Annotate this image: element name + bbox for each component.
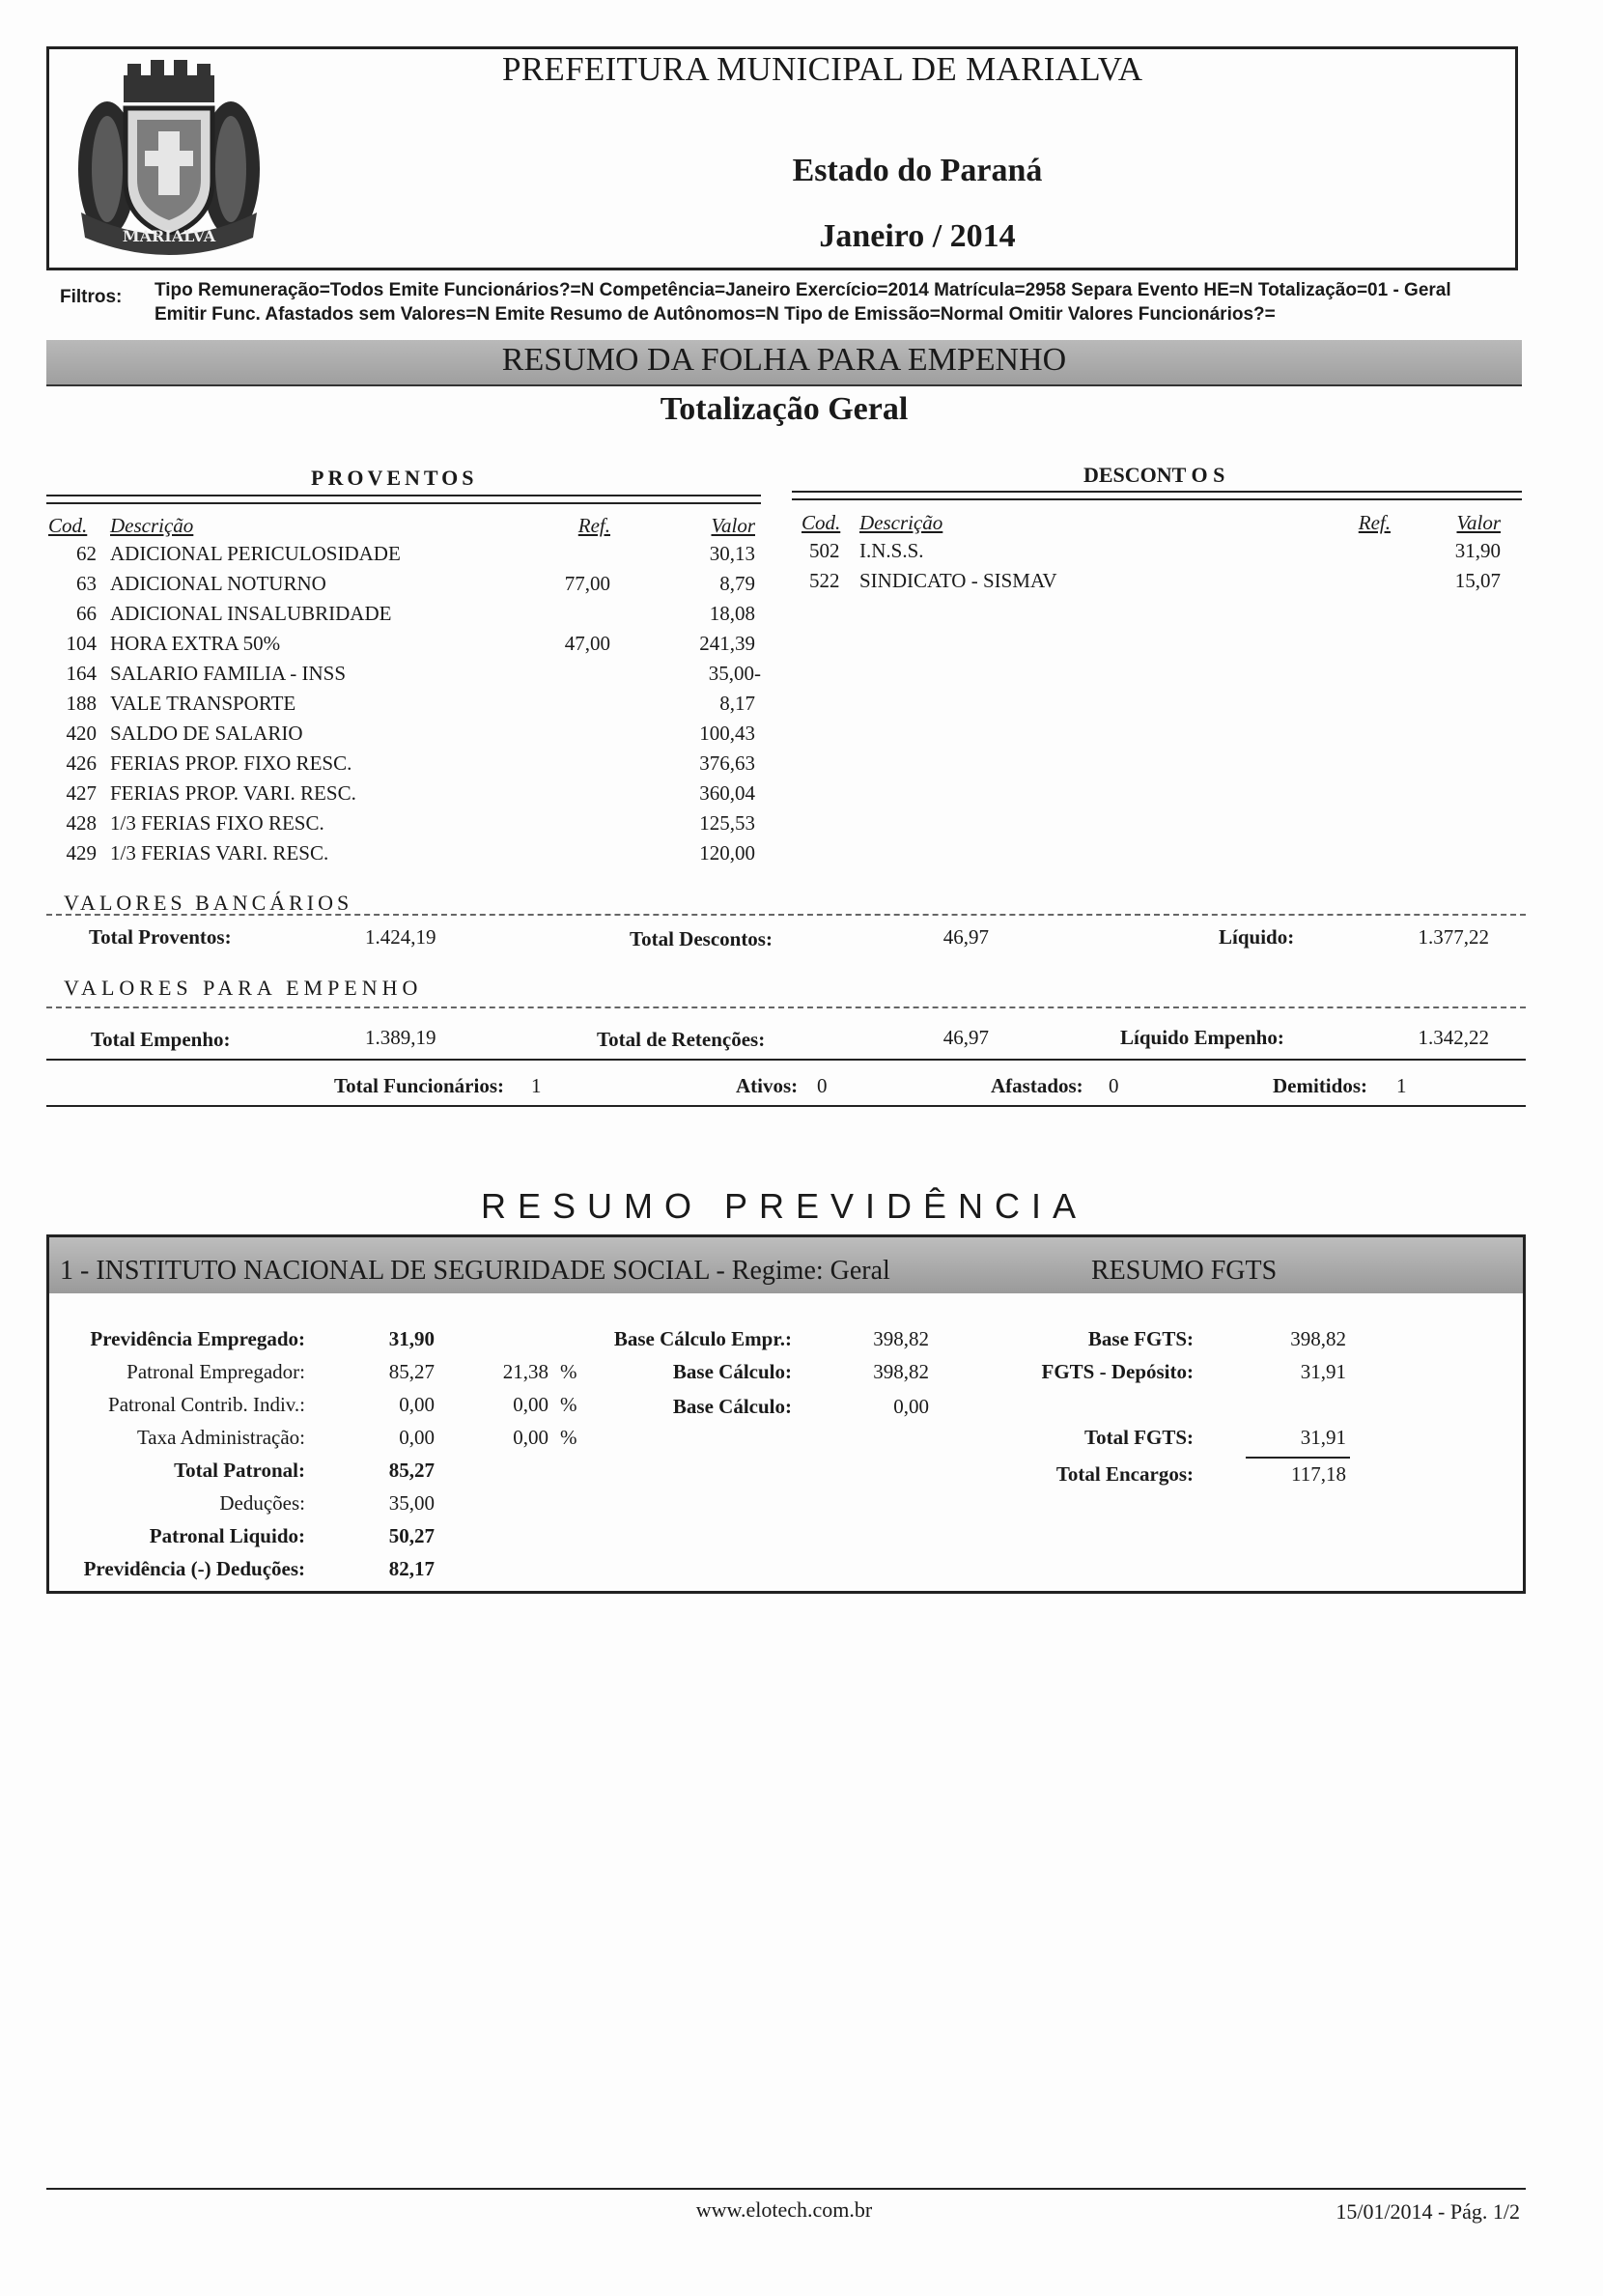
- proventos-descricao: SALDO DE SALARIO: [110, 722, 303, 745]
- base-label: Base Cálculo:: [672, 1395, 792, 1418]
- filters-label: Filtros:: [60, 287, 123, 307]
- total-descontos-label: Total Descontos:: [630, 927, 773, 950]
- proventos-descricao: VALE TRANSPORTE: [110, 692, 296, 715]
- proventos-cod: 66: [76, 602, 97, 625]
- previdencia-title: RESUMO PREVIDÊNCIA: [480, 1186, 1088, 1226]
- liquido-empenho-label: Líquido Empenho:: [1120, 1026, 1284, 1049]
- previdencia-regime: 1 - INSTITUTO NACIONAL DE SEGURIDADE SOCIAL - Regime: Geral: [60, 1256, 890, 1286]
- proventos-valor: 241,39: [699, 632, 755, 655]
- demitidos-label: Demitidos:: [1273, 1074, 1367, 1097]
- proventos-valor: 376,63: [699, 751, 755, 775]
- prev-percent: 0,00: [513, 1393, 548, 1416]
- proventos-descricao: FERIAS PROP. FIXO RESC.: [110, 751, 352, 775]
- prev-value: 0,00: [399, 1426, 435, 1449]
- prev-percent: 21,38: [502, 1360, 548, 1383]
- descontos-head-ref: Ref.: [1358, 511, 1391, 534]
- proventos-cod: 63: [76, 572, 97, 595]
- descontos-cod: 502: [809, 539, 840, 562]
- state-name: Estado do Paraná: [792, 153, 1043, 188]
- proventos-descricao: 1/3 FERIAS FIXO RESC.: [110, 811, 324, 835]
- prev-percent-sign: %: [560, 1393, 577, 1416]
- prev-label: Patronal Liquido:: [149, 1524, 305, 1547]
- empenho-bottom-rule: [46, 1059, 1526, 1061]
- total-descontos-value: 46,97: [942, 925, 989, 949]
- ativos-value: 0: [817, 1074, 828, 1097]
- proventos-cod: 429: [66, 841, 97, 865]
- fgts-value: 398,82: [1290, 1327, 1346, 1350]
- proventos-head-cod: Cod.: [48, 514, 88, 537]
- descontos-head-descricao: Descrição: [859, 511, 943, 534]
- prev-value: 82,17: [388, 1557, 435, 1580]
- prev-label: Patronal Contrib. Indiv.:: [108, 1393, 305, 1416]
- descontos-title: DESCONT O S: [1083, 463, 1225, 487]
- fgts-value: 31,91: [1300, 1426, 1346, 1449]
- proventos-valor: 8,17: [719, 692, 755, 715]
- demitidos-value: 1: [1396, 1074, 1407, 1097]
- total-retencoes-label: Total de Retenções:: [597, 1028, 766, 1051]
- descontos-valor: 31,90: [1454, 539, 1501, 562]
- fgts-value: 31,91: [1300, 1360, 1346, 1383]
- valores-empenho-rule: [46, 1006, 1526, 1008]
- footer-rule: [46, 2188, 1526, 2190]
- proventos-valor: 120,00: [699, 841, 755, 865]
- prev-value: 31,90: [388, 1327, 435, 1350]
- base-label: Base Cálculo Empr.:: [613, 1327, 792, 1350]
- afastados-value: 0: [1109, 1074, 1119, 1097]
- prev-value: 85,27: [388, 1459, 435, 1482]
- fgts-label: Total Encargos:: [1055, 1462, 1194, 1486]
- proventos-ref: 77,00: [564, 572, 610, 595]
- total-proventos-value: 1.424,19: [365, 925, 436, 949]
- liquido-value: 1.377,22: [1418, 925, 1489, 949]
- proventos-cod: 164: [66, 662, 97, 685]
- prev-percent-sign: %: [560, 1360, 577, 1383]
- ativos-label: Ativos:: [736, 1074, 799, 1097]
- total-empenho-label: Total Empenho:: [91, 1028, 231, 1051]
- descontos-rule: [792, 491, 1522, 500]
- prev-value: 0,00: [399, 1393, 435, 1416]
- proventos-descricao: HORA EXTRA 50%: [110, 632, 281, 655]
- prev-label: Previdência (-) Deduções:: [83, 1557, 305, 1580]
- proventos-valor: 30,13: [709, 542, 755, 565]
- proventos-valor: 360,04: [699, 781, 755, 805]
- prev-label: Patronal Empregador:: [127, 1360, 305, 1383]
- prev-percent: 0,00: [513, 1426, 548, 1449]
- descontos-descricao: I.N.S.S.: [859, 539, 924, 562]
- proventos-descricao: ADICIONAL PERICULOSIDADE: [110, 542, 401, 565]
- proventos-cod: 426: [66, 751, 97, 775]
- prev-value: 50,27: [388, 1524, 435, 1547]
- report-title: RESUMO DA FOLHA PARA EMPENHO: [501, 342, 1067, 378]
- fgts-summary-title: RESUMO FGTS: [1091, 1256, 1278, 1286]
- descontos-head-valor: Valor: [1456, 511, 1501, 534]
- funcionarios-bottom-rule: [46, 1105, 1526, 1107]
- prev-label: Taxa Administração:: [136, 1426, 305, 1449]
- proventos-rule: [46, 495, 761, 504]
- proventos-cod: 428: [66, 811, 97, 835]
- seal-ribbon-text: MARIALVA: [122, 227, 216, 245]
- proventos-cod: 62: [76, 542, 97, 565]
- proventos-cod: 188: [66, 692, 97, 715]
- fgts-label: Total FGTS:: [1084, 1426, 1194, 1449]
- prev-value: 35,00: [388, 1491, 435, 1515]
- proventos-head-descricao: Descrição: [110, 514, 194, 537]
- afastados-label: Afastados:: [991, 1074, 1083, 1097]
- fgts-value: 117,18: [1291, 1462, 1346, 1486]
- proventos-valor: 125,53: [699, 811, 755, 835]
- prev-label: Total Patronal:: [174, 1459, 305, 1482]
- valores-bancarios-title: VALORES BANCÁRIOS: [64, 891, 353, 915]
- base-value: 398,82: [873, 1360, 929, 1383]
- proventos-valor: 35,00-: [708, 662, 761, 685]
- proventos-ref: 47,00: [564, 632, 610, 655]
- proventos-valor: 18,08: [709, 602, 755, 625]
- proventos-descricao: SALARIO FAMILIA - INSS: [110, 662, 347, 685]
- period: Janeiro / 2014: [819, 218, 1016, 254]
- proventos-head-valor: Valor: [711, 514, 755, 537]
- proventos-head-ref: Ref.: [577, 514, 610, 537]
- prev-value: 85,27: [388, 1360, 435, 1383]
- footer-url: www.elotech.com.br: [695, 2197, 873, 2222]
- city-coat-of-arms-icon: [64, 58, 274, 261]
- total-funcionarios-value: 1: [531, 1074, 542, 1097]
- proventos-valor: 8,79: [719, 572, 755, 595]
- total-retencoes-value: 46,97: [942, 1026, 989, 1049]
- descontos-descricao: SINDICATO - SISMAV: [859, 569, 1057, 592]
- liquido-empenho-value: 1.342,22: [1418, 1026, 1489, 1049]
- base-value: 398,82: [873, 1327, 929, 1350]
- total-proventos-label: Total Proventos:: [89, 925, 232, 949]
- proventos-descricao: FERIAS PROP. VARI. RESC.: [110, 781, 356, 805]
- proventos-descricao: 1/3 FERIAS VARI. RESC.: [110, 841, 329, 865]
- valores-empenho-title: VALORES PARA EMPENHO: [64, 976, 423, 1000]
- descontos-head-cod: Cod.: [802, 511, 841, 534]
- proventos-valor: 100,43: [699, 722, 755, 745]
- report-subtitle: Totalização Geral: [660, 391, 909, 427]
- proventos-cod: 420: [66, 722, 97, 745]
- base-value: 0,00: [893, 1395, 929, 1418]
- descontos-cod: 522: [809, 569, 840, 592]
- prev-label: Deduções:: [219, 1491, 305, 1515]
- fgts-sum-rule: [1246, 1457, 1350, 1459]
- base-label: Base Cálculo:: [672, 1360, 792, 1383]
- filters-line-1: Tipo Remuneração=Todos Emite Funcionários?=N Competência=Janeiro Exercício=2014 Matrícula=2958 Separa Evento HE=N Totalização=01 - Geral: [155, 280, 1451, 300]
- proventos-cod: 104: [66, 632, 97, 655]
- filters-line-2: Emitir Func. Afastados sem Valores=N Emite Resumo de Autônomos=N Tipo de Emissão=Normal Omitir Valores Funcionários?=: [155, 304, 1276, 325]
- org-title: PREFEITURA MUNICIPAL DE MARIALVA: [502, 50, 1143, 88]
- liquido-label: Líquido:: [1219, 925, 1295, 949]
- total-funcionarios-label: Total Funcionários:: [334, 1074, 504, 1097]
- total-empenho-value: 1.389,19: [365, 1026, 436, 1049]
- proventos-cod: 427: [66, 781, 97, 805]
- descontos-valor: 15,07: [1454, 569, 1501, 592]
- fgts-label: Base FGTS:: [1087, 1327, 1194, 1350]
- proventos-descricao: ADICIONAL NOTURNO: [110, 572, 326, 595]
- prev-percent-sign: %: [560, 1426, 577, 1449]
- prev-label: Previdência Empregado:: [90, 1327, 305, 1350]
- fgts-label: FGTS - Depósito:: [1041, 1360, 1194, 1383]
- footer-date-page: 15/01/2014 - Pág. 1/2: [1336, 2199, 1520, 2224]
- proventos-descricao: ADICIONAL INSALUBRIDADE: [110, 602, 392, 625]
- proventos-title: PROVENTOS: [311, 466, 478, 490]
- valores-bancarios-rule: [46, 914, 1526, 916]
